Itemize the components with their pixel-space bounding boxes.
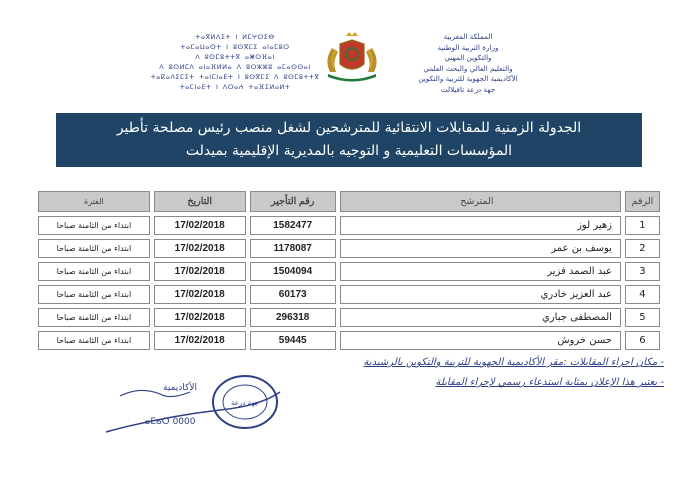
cell-reg: 1504094	[250, 262, 336, 281]
cell-time: ابتداء من الثامنة صباحا	[38, 262, 150, 281]
cell-num: 4	[625, 285, 660, 304]
title-line-2: المؤسسات التعليمية و التوجيه بالمديرية الإقليمية بميدلت	[185, 143, 513, 159]
cell-num: 2	[625, 239, 660, 258]
cell-name: المصطفى جباري	[340, 308, 621, 327]
arabic-header-line: وزارة التربية الوطنية	[437, 42, 499, 52]
cell-name: عبد العزيز خادري	[340, 285, 621, 304]
cell-name: زهير لوز	[340, 216, 621, 235]
stamp-center: جهة درعة	[231, 399, 259, 407]
document-title	[56, 113, 642, 167]
cell-date: 17/02/2018	[154, 239, 246, 258]
table-row	[38, 239, 660, 258]
schedule-table	[34, 187, 664, 354]
royal-emblem-icon	[320, 30, 384, 82]
arabic-header-line: جهة درعة تافيلالت	[440, 84, 496, 94]
official-stamp-icon	[100, 372, 290, 442]
tifinagh-line: ⵜⴰⴳⵍⴷⵉⵜ ⵏ ⵍⵎⵖⵔⵉⴱ	[195, 33, 275, 41]
header-time: الفترة	[38, 191, 150, 212]
header-reg: رقم التأجير	[250, 191, 336, 212]
tifinagh-line: ⴷ ⵓⵙⵍⵎⴷ ⴰⵏⴰⴼⵍⵍⴰ ⴷ ⵓⵔⵣⵣⵓ ⴰⵎⴰⵙⵙⴰⵏ	[159, 63, 311, 71]
tifinagh-line: ⴷ ⵓⵙⵎⵓⵜⵜⴳ ⴰⵥⵔⴼⴰⵏ	[195, 53, 275, 61]
cell-date: 17/02/2018	[154, 216, 246, 235]
cell-name: عبد الصمد فزير	[340, 262, 621, 281]
tifinagh-line: ⵜⴰⴽⴰⴷⵉⵎⵉⵜ ⵜⴰⵏⵎⵏⴰⴹⵜ ⵏ ⵓⵙⴳⵎⵉ ⴷ ⵓⵙⵎⵓⵜⵜⴳ	[150, 73, 320, 81]
cell-time: ابتداء من الثامنة صباحا	[38, 285, 150, 304]
tifinagh-header	[150, 32, 320, 92]
cell-reg: 59445	[250, 331, 336, 350]
stamp-text: الأكاديمية	[163, 383, 197, 393]
stamp-signature: ⴰⵎⴰⵔ 0000	[144, 417, 196, 427]
cell-time: ابتداء من الثامنة صباحا	[38, 308, 150, 327]
cell-num: 6	[625, 331, 660, 350]
table-row	[38, 308, 660, 327]
cell-name: يوسف بن عمر	[340, 239, 621, 258]
header-num: الرقم	[625, 191, 660, 212]
arabic-header-line: والتكوين المهني	[444, 53, 492, 62]
table-row	[38, 285, 660, 304]
table-row	[38, 331, 660, 350]
cell-time: ابتداء من الثامنة صباحا	[38, 216, 150, 235]
cell-time: ابتداء من الثامنة صباحا	[38, 331, 150, 350]
cell-num: 1	[625, 216, 660, 235]
cell-date: 17/02/2018	[154, 331, 246, 350]
cell-date: 17/02/2018	[154, 308, 246, 327]
cell-date: 17/02/2018	[154, 262, 246, 281]
tifinagh-line: ⵜⴰⵎⵏⴰⴹⵜ ⵏ ⴷⵔⴰⵄ ⵜⴰⴼⵉⵍⴰⵍⵜ	[179, 83, 291, 91]
cell-time: ابتداء من الثامنة صباحا	[38, 239, 150, 258]
cell-num: 3	[625, 262, 660, 281]
cell-reg: 60173	[250, 285, 336, 304]
cell-date: 17/02/2018	[154, 285, 246, 304]
notes	[264, 353, 664, 393]
cell-reg: 296318	[250, 308, 336, 327]
arabic-header-line: والتعليم العالي والبحث العلمي	[423, 63, 513, 73]
note-convocation: - يعتبر هذا الإعلان بمثابة استدعاء رسمي لإجراء المقابلة	[435, 377, 664, 388]
cell-name: حسن خروش	[340, 331, 621, 350]
arabic-header-line: الأكاديمية الجهوية للتربية والتكوين	[418, 74, 518, 83]
table-header-row	[38, 191, 660, 212]
cell-num: 5	[625, 308, 660, 327]
table-row	[38, 216, 660, 235]
note-location: - مكان اجراء المقابلات :مقر الأكاديمية الجهوية للتربية والتكوين بالرشيدية	[363, 357, 664, 368]
header-date: التاريخ	[154, 191, 246, 212]
table-row	[38, 262, 660, 281]
header-name: المترشح	[340, 191, 621, 212]
arabic-header	[408, 32, 528, 95]
title-line-1: الجدولة الزمنية للمقابلات الانتقائية للمترشحين لشغل منصب رئيس مصلحة تأطير	[116, 120, 582, 136]
cell-reg: 1178087	[250, 239, 336, 258]
cell-reg: 1582477	[250, 216, 336, 235]
arabic-header-line: المملكة المغربية	[443, 32, 493, 41]
tifinagh-line: ⵜⴰⵎⴰⵡⴰⵙⵜ ⵏ ⵓⵙⴳⵎⵉ ⴰⵏⴰⵎⵓⵔ	[180, 43, 290, 51]
